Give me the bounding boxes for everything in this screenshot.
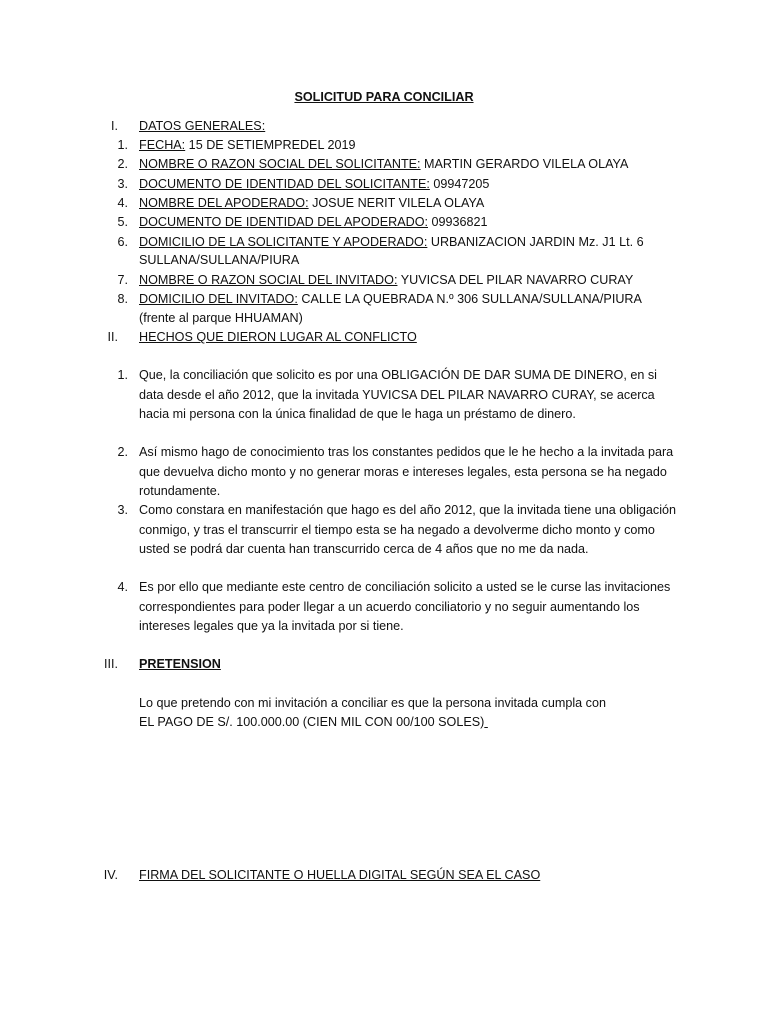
item-6-value-continued: SULLANA/SULLANA/PIURA — [139, 253, 300, 267]
item-6-value: URBANIZACION JARDIN Mz. J1 Lt. 6 — [427, 235, 644, 249]
item-4-label: NOMBRE DEL APODERADO: — [139, 196, 309, 210]
item-8-value-continued: (frente al parque HHUAMAN) — [139, 311, 303, 325]
item-8-number: 8. — [117, 292, 128, 306]
item-3-number: 3. — [117, 177, 128, 191]
fact-4-text: Es por ello que mediante este centro de conciliación solicito a usted se le curse las invitaciones correspondientes para poder llegar a un acuerdo conciliatorio y no seguir aumentando los intereses legales que ya la invitada por si tiene. — [139, 580, 671, 633]
fact-1-text: Que, la conciliación que solicito es por una OBLIGACIÓN DE DAR SUMA DE DINERO, en si data desde el año 2012, que la invitada YUVICSA DEL PILAR NAVARRO CURAY, se acerca hacia mi persona con la única finalidad de que le haga un préstamo de dinero. — [139, 368, 657, 421]
item-8-value: CALLE LA QUEBRADA N.º 306 SULLANA/SULLANA/PIURA — [297, 292, 642, 306]
item-6-label: DOMICILIO DE LA SOLICITANTE Y APODERADO: — [139, 235, 428, 249]
item-7-number: 7. — [117, 273, 128, 287]
item-2-label: NOMBRE O RAZON SOCIAL DEL SOLICITANTE: — [139, 157, 421, 171]
item-5-line — [139, 215, 488, 229]
item-4-value: JOSUE NERIT VILELA OLAYA — [308, 196, 485, 210]
section-3-numeral: III. — [104, 657, 118, 671]
fact-3-number: 3. — [117, 503, 128, 517]
item-6-number: 6. — [117, 235, 128, 249]
item-2-line — [139, 157, 628, 171]
fact-4-number: 4. — [117, 580, 128, 594]
item-1-label: FECHA: — [139, 138, 186, 152]
section-2-numeral: II. — [107, 330, 118, 344]
section-2-heading: HECHOS QUE DIERON LUGAR AL CONFLICTO — [139, 330, 417, 344]
pretension-line-1: Lo que pretendo con mi invitación a conciliar es que la persona invitada cumpla con — [139, 696, 606, 710]
section-4-heading: FIRMA DEL SOLICITANTE O HUELLA DIGITAL SEGÚN SEA EL CASO — [139, 868, 541, 882]
item-8-line — [139, 292, 642, 306]
document-title: SOLICITUD PARA CONCILIAR — [294, 90, 474, 104]
item-3-line — [139, 177, 489, 191]
item-4-number: 4. — [117, 196, 128, 210]
item-5-label: DOCUMENTO DE IDENTIDAD DEL APODERADO: — [139, 215, 428, 229]
item-1-line — [139, 138, 356, 152]
item-7-label: NOMBRE O RAZON SOCIAL DEL INVITADO: — [139, 273, 398, 287]
item-7-value: YUVICSA DEL PILAR NAVARRO CURAY — [397, 273, 634, 287]
item-7-line — [139, 273, 633, 287]
item-8-label: DOMICILIO DEL INVITADO: — [139, 292, 298, 306]
fact-3-text: Como constara en manifestación que hago es del año 2012, que la invitada tiene una obligación conmigo, y tras el transcurrir el tiempo esta se ha negado a devolverme dicho monto y como usted se podrá dar cuenta han transcurrido cerca de 4 años que no me da nada. — [139, 503, 677, 556]
fact-1-number: 1. — [117, 368, 128, 382]
item-2-number: 2. — [117, 157, 128, 171]
item-6-line — [139, 235, 644, 249]
pretension-underline-space — [484, 715, 488, 729]
pretension-amount: EL PAGO DE S/. 100.000.00 (CIEN MIL CON 00/100 SOLES) — [139, 715, 485, 729]
fact-2-text: Así mismo hago de conocimiento tras los constantes pedidos que le he hecho a la invitada para que devuelva dicho monto y no generar moras e intereses legales, esta persona se ha negado rotundamente. — [139, 445, 674, 498]
item-5-value: 09936821 — [428, 215, 488, 229]
pretension-line-2 — [139, 715, 488, 729]
item-3-label: DOCUMENTO DE IDENTIDAD DEL SOLICITANTE: — [139, 177, 430, 191]
item-5-number: 5. — [117, 215, 128, 229]
section-1-heading: DATOS GENERALES: — [139, 119, 266, 133]
section-1-numeral: I. — [111, 119, 118, 133]
section-3-heading: PRETENSION — [139, 657, 221, 671]
item-2-value: MARTIN GERARDO VILELA OLAYA — [420, 157, 629, 171]
fact-2-number: 2. — [117, 445, 128, 459]
section-4-numeral: IV. — [103, 868, 118, 882]
item-4-line — [139, 196, 484, 210]
item-1-number: 1. — [117, 138, 128, 152]
item-1-value: 15 DE SETIEMPREDEL 2019 — [185, 138, 356, 152]
item-3-value: 09947205 — [429, 177, 490, 191]
